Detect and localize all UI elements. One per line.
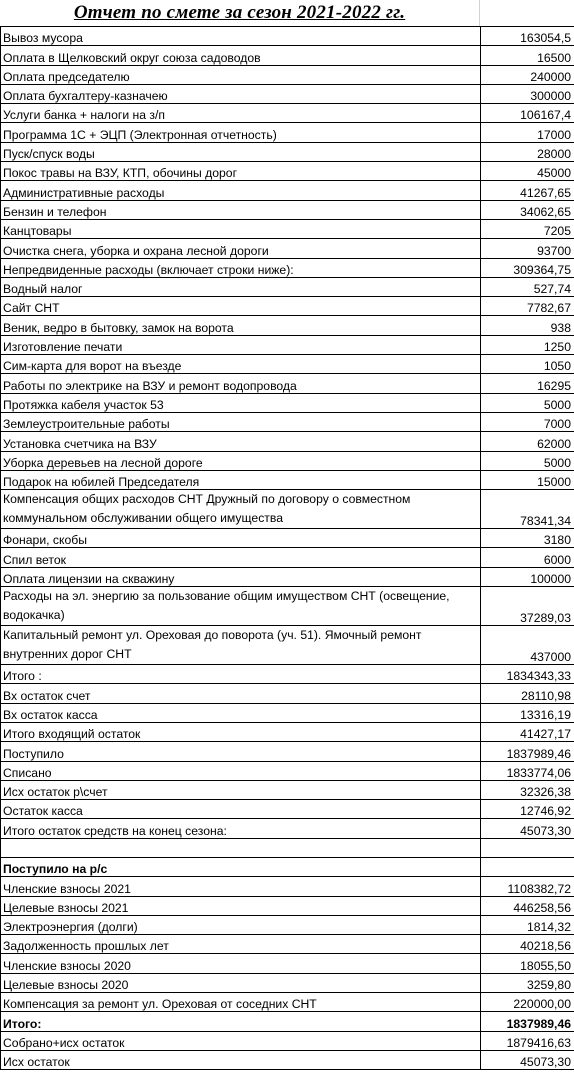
row-label: Сим-карта для ворот на въезде <box>1 355 481 374</box>
row-value: 527,74 <box>481 277 574 296</box>
row-label: Уборка деревьев на лесной дороге <box>1 451 481 470</box>
table-row <box>1 973 574 992</box>
row-value: 28000 <box>481 142 574 161</box>
row-label: Компенсация общих расходов СНТ Дружный по договору о совместном коммунальном обслуживании общего имущества <box>1 490 481 529</box>
row-label: Работы по электрике на ВЗУ и ремонт водопровода <box>1 374 481 393</box>
row-label: Административные расходы <box>1 181 481 200</box>
table-row <box>1 162 574 181</box>
table-row <box>1 355 574 374</box>
row-value: 1834343,33 <box>481 665 574 684</box>
table-row <box>1 1012 574 1031</box>
row-label: Итого остаток средств на конец сезона: <box>1 819 481 838</box>
budget-table <box>0 26 574 1070</box>
row-value: 938 <box>481 316 574 335</box>
row-label: Непредвиденные расходы (включает строки ниже): <box>1 258 481 277</box>
row-label: Исх остаток р\счет <box>1 780 481 799</box>
table-row <box>1 665 574 684</box>
table-row <box>1 877 574 896</box>
table-row <box>1 587 574 626</box>
table-row <box>1 142 574 161</box>
row-label: Водный налог <box>1 277 481 296</box>
table-row <box>1 722 574 741</box>
row-value: 1050 <box>481 355 574 374</box>
row-label: Вх остаток счет <box>1 684 481 703</box>
row-label: Землеустроительные работы <box>1 412 481 431</box>
row-label: Установка счетчика на ВЗУ <box>1 432 481 451</box>
row-value: 32326,38 <box>481 780 574 799</box>
row-value: 7782,67 <box>481 297 574 316</box>
table-row <box>1 393 574 412</box>
table-row <box>1 819 574 838</box>
row-label: Собрано+исх остаток <box>1 1031 481 1050</box>
table-row <box>1 896 574 915</box>
row-label: Изготовление печати <box>1 335 481 354</box>
row-value: 7000 <box>481 412 574 431</box>
row-label: Протяжка кабеля участок 53 <box>1 393 481 412</box>
table-row <box>1 335 574 354</box>
row-label: Итого: <box>1 1012 481 1031</box>
row-value: 1250 <box>481 335 574 354</box>
row-value: 40218,56 <box>481 935 574 954</box>
row-value: 5000 <box>481 393 574 412</box>
table-row <box>1 935 574 954</box>
table-row <box>1 104 574 123</box>
table-row <box>1 181 574 200</box>
row-label: Спил веток <box>1 548 481 567</box>
table-row <box>1 432 574 451</box>
row-label: Итого входящий остаток <box>1 722 481 741</box>
row-value: 7205 <box>481 219 574 238</box>
row-label: Оплата бухгалтеру-казначею <box>1 84 481 103</box>
table-row <box>1 567 574 586</box>
row-value: 13316,19 <box>481 703 574 722</box>
row-label: Расходы на эл. энергию за пользование общим имуществом СНТ (освещение, водокачка) <box>1 587 481 626</box>
table-row <box>1 761 574 780</box>
row-value: 3259,80 <box>481 973 574 992</box>
row-value: 62000 <box>481 432 574 451</box>
row-label: Канцтовары <box>1 219 481 238</box>
table-row <box>1 123 574 142</box>
row-value: 17000 <box>481 123 574 142</box>
row-value: 41267,65 <box>481 181 574 200</box>
row-value: 78341,34 <box>481 490 574 529</box>
row-label: Исх остаток <box>1 1050 481 1069</box>
row-value: 45073,30 <box>481 819 574 838</box>
table-row <box>1 219 574 238</box>
row-value: 5000 <box>481 451 574 470</box>
row-value: 41427,17 <box>481 722 574 741</box>
row-value: 437000 <box>481 626 574 665</box>
row-value: 16295 <box>481 374 574 393</box>
table-row <box>1 297 574 316</box>
income-header: Поступило на р/с <box>1 857 481 876</box>
row-value: 1833774,06 <box>481 761 574 780</box>
row-value: 1108382,72 <box>481 877 574 896</box>
row-label: Электроэнергия (долги) <box>1 915 481 934</box>
row-value: 3180 <box>481 529 574 548</box>
summary-section <box>1 665 574 839</box>
table-row <box>1 993 574 1012</box>
totals-section <box>1 1012 574 1070</box>
row-label: Целевые взносы 2020 <box>1 973 481 992</box>
row-label: Сайт СНТ <box>1 297 481 316</box>
row-label: Остаток касса <box>1 800 481 819</box>
row-label: Членские взносы 2020 <box>1 954 481 973</box>
income-header-section <box>1 857 574 876</box>
table-row <box>1 277 574 296</box>
row-value: 28110,98 <box>481 684 574 703</box>
row-value: 18055,50 <box>481 954 574 973</box>
row-label: Очистка снега, уборка и охрана лесной дороги <box>1 239 481 258</box>
table-row <box>1 954 574 973</box>
table-row <box>1 470 574 489</box>
row-value: 106167,4 <box>481 104 574 123</box>
row-label: Пуск/спуск воды <box>1 142 481 161</box>
table-row <box>1 258 574 277</box>
income-section <box>1 877 574 1012</box>
table-row <box>1 412 574 431</box>
row-label: Итого : <box>1 665 481 684</box>
table-row <box>1 46 574 65</box>
table-row <box>1 451 574 470</box>
table-row <box>1 1031 574 1050</box>
row-label: Веник, ведро в бытовку, замок на ворота <box>1 316 481 335</box>
table-row <box>1 780 574 799</box>
row-value: 15000 <box>481 470 574 489</box>
row-value: 1879416,63 <box>481 1031 574 1050</box>
row-value: 1814,32 <box>481 915 574 934</box>
table-row <box>1 27 574 46</box>
table-row <box>1 84 574 103</box>
row-label: Покос травы на ВЗУ, КТП, обочины дорог <box>1 162 481 181</box>
row-value: 163054,5 <box>481 27 574 46</box>
row-label: Целевые взносы 2021 <box>1 896 481 915</box>
row-label: Членские взносы 2021 <box>1 877 481 896</box>
table-row <box>1 200 574 219</box>
table-row <box>1 684 574 703</box>
row-label: Капитальный ремонт ул. Ореховая до поворота (уч. 51). Ямочный ремонт внутренних дорог СНТ <box>1 626 481 665</box>
table-row <box>1 1050 574 1069</box>
report-title: Отчет по смете за сезон 2021-2022 гг. <box>73 2 406 23</box>
row-label: Вывоз мусора <box>1 27 481 46</box>
table-row <box>1 239 574 258</box>
row-value: 446258,56 <box>481 896 574 915</box>
income-header-row <box>1 857 574 876</box>
table-row <box>1 548 574 567</box>
row-value: 34062,65 <box>481 200 574 219</box>
row-value: 220000,00 <box>481 993 574 1012</box>
row-label: Оплата в Щелковский округ союза садоводов <box>1 46 481 65</box>
table-row <box>1 626 574 665</box>
table-row <box>1 316 574 335</box>
table-row <box>1 65 574 84</box>
row-value: 6000 <box>481 548 574 567</box>
row-label: Поступило <box>1 742 481 761</box>
title-row <box>0 0 480 26</box>
expenses-section <box>1 27 574 665</box>
row-label: Оплата лицензии на скважину <box>1 567 481 586</box>
table-row <box>1 529 574 548</box>
blank-row <box>1 838 574 857</box>
table-row <box>1 800 574 819</box>
row-label: Программа 1С + ЭЦП (Электронная отчетность) <box>1 123 481 142</box>
row-value: 16500 <box>481 46 574 65</box>
row-value: 1837989,46 <box>481 1012 574 1031</box>
row-value: 93700 <box>481 239 574 258</box>
row-value: 45000 <box>481 162 574 181</box>
row-value: 240000 <box>481 65 574 84</box>
row-label: Вх остаток касса <box>1 703 481 722</box>
row-label: Оплата председателю <box>1 65 481 84</box>
row-label: Списано <box>1 761 481 780</box>
row-label: Услуги банка + налоги на з/п <box>1 104 481 123</box>
row-label: Задолженность прошлых лет <box>1 935 481 954</box>
row-label: Фонари, скобы <box>1 529 481 548</box>
row-value: 45073,30 <box>481 1050 574 1069</box>
table-row <box>1 490 574 529</box>
row-value: 12746,92 <box>481 800 574 819</box>
table-row <box>1 374 574 393</box>
row-value: 100000 <box>481 567 574 586</box>
table-row <box>1 742 574 761</box>
row-value: 1837989,46 <box>481 742 574 761</box>
row-value: 300000 <box>481 84 574 103</box>
table-row <box>1 703 574 722</box>
row-value: 37289,03 <box>481 587 574 626</box>
row-label: Компенсация за ремонт ул. Ореховая от соседних СНТ <box>1 993 481 1012</box>
row-value: 309364,75 <box>481 258 574 277</box>
row-label: Бензин и телефон <box>1 200 481 219</box>
table-row <box>1 915 574 934</box>
gap-section <box>1 838 574 857</box>
row-label: Подарок на юбилей Председателя <box>1 470 481 489</box>
